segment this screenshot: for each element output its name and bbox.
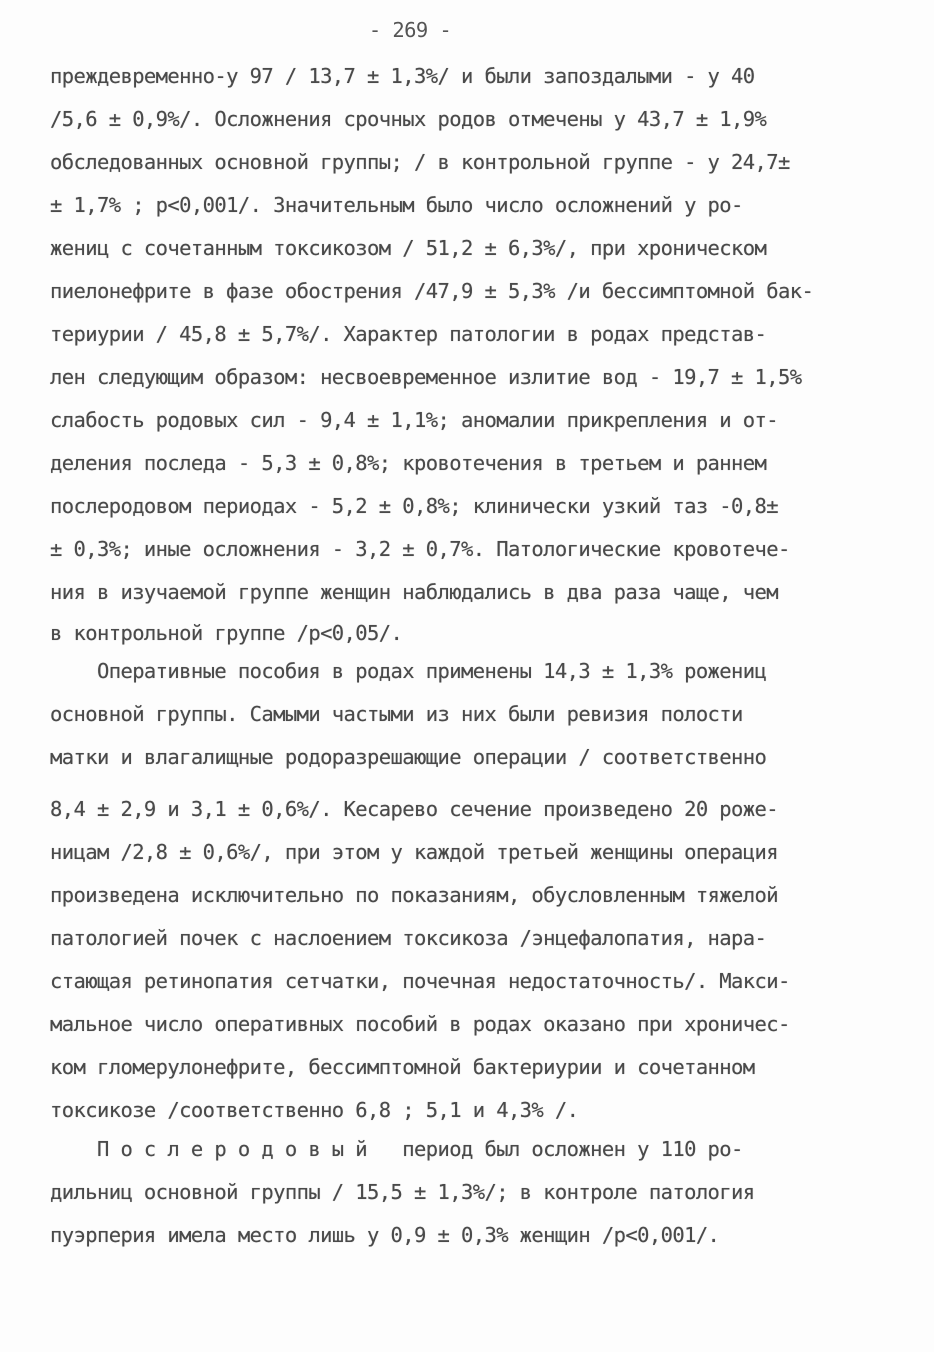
- text-line: преждевременно-у 97 / 13,7 ± 1,3%/ и были запоздалыми - у 40: [50, 64, 755, 88]
- text-line: П о с л е р о д о в ы й период был осложнен у 110 ро-: [50, 1137, 743, 1161]
- page-number: - 269 -: [368, 18, 452, 42]
- text-line: лен следующим образом: несвоевременное излитие вод - 19,7 ± 1,5%: [50, 365, 802, 389]
- text-line: ком гломерулонефрите, бессимптомной бактериурии и сочетанном: [50, 1055, 755, 1079]
- text-line: деления последа - 5,3 ± 0,8%; кровотечения в третьем и раннем: [50, 451, 767, 475]
- text-line: жениц с сочетанным токсикозом / 51,2 ± 6,3%/, при хроническом: [50, 236, 767, 260]
- text-line: в контрольной группе /p<0,05/.: [50, 621, 403, 645]
- text-line: послеродовом периодах - 5,2 ± 0,8%; клинически узкий таз -0,8±: [50, 494, 779, 518]
- text-line: токсикозе /соответственно 6,8 ; 5,1 и 4,3% /.: [50, 1098, 579, 1122]
- text-line: ± 1,7% ; p<0,001/. Значительным было число осложнений у ро-: [50, 193, 743, 217]
- text-line: ницам /2,8 ± 0,6%/, при этом у каждой третьей женщины операция: [50, 840, 779, 864]
- text-line: 8,4 ± 2,9 и 3,1 ± 0,6%/. Кесарево сечение произведено 20 роже-: [50, 797, 779, 821]
- text-line: дильниц основной группы / 15,5 ± 1,3%/; в контроле патология: [50, 1180, 755, 1204]
- text-line: стающая ретинопатия сетчатки, почечная недостаточность/. Макси-: [50, 969, 790, 993]
- text-line: произведена исключительно по показаниям, обусловленным тяжелой: [50, 883, 779, 907]
- text-line: матки и влагалищные родоразрешающие операции / соответственно: [50, 745, 767, 769]
- text-line: ± 0,3%; иные осложнения - 3,2 ± 0,7%. Патологические кровотече-: [50, 537, 790, 561]
- text-line: патологией почек с наслоением токсикоза /энцефалопатия, нара-: [50, 926, 767, 950]
- text-line: пуэрперия имела место лишь у 0,9 ± 0,3% женщин /p<0,001/.: [50, 1223, 720, 1247]
- text-line: териурии / 45,8 ± 5,7%/. Характер патологии в родах представ-: [50, 322, 767, 346]
- text-line: основной группы. Самыми частыми из них были ревизия полости: [50, 702, 743, 726]
- text-line: обследованных основной группы; / в контрольной группе - у 24,7±: [50, 150, 790, 174]
- text-line: Оперативные пособия в родах применены 14,3 ± 1,3% рожениц: [50, 659, 767, 683]
- text-line: ния в изучаемой группе женщин наблюдались в два раза чаще, чем: [50, 580, 779, 604]
- text-line: пиелонефрите в фазе обострения /47,9 ± 5,3% /и бессимптомной бак-: [50, 279, 814, 303]
- text-line: /5,6 ± 0,9%/. Осложнения срочных родов отмечены у 43,7 ± 1,9%: [50, 107, 767, 131]
- text-line: слабость родовых сил - 9,4 ± 1,1%; аномалии прикрепления и от-: [50, 408, 779, 432]
- text-line: мальное число оперативных пособий в родах оказано при хроничес-: [50, 1012, 790, 1036]
